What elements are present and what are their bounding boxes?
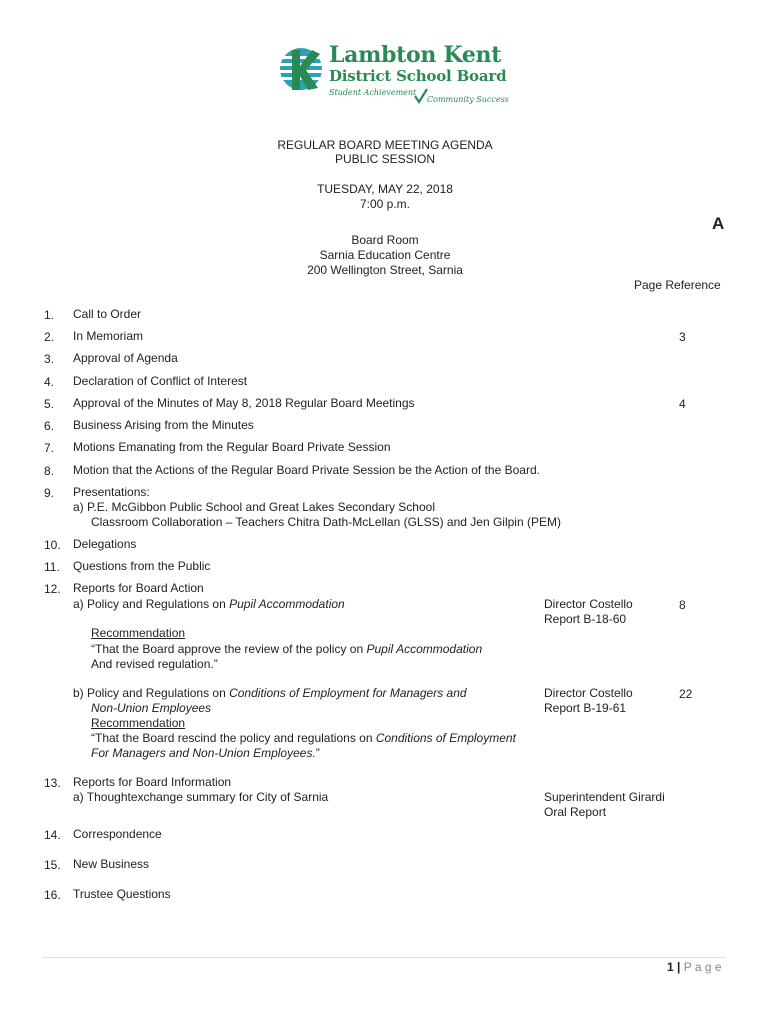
presenter: Superintendent Girardi — [544, 790, 665, 804]
agenda-item: Motion that the Actions of the Regular Board Private Session be the Action of the Board. — [73, 463, 540, 477]
footer-separator: | — [673, 960, 684, 974]
recommendation-part: ” — [315, 746, 320, 760]
item-number: 8. — [44, 464, 55, 478]
item-number: 15. — [44, 858, 61, 872]
recommendation-subject: For Managers and Non-Union Employees. — [91, 746, 316, 760]
logo-mark-icon — [278, 46, 324, 92]
report-prefix: a) Policy and Regulations on — [73, 597, 230, 611]
page-ref: 8 — [679, 598, 686, 612]
agenda-title: REGULAR BOARD MEETING AGENDA — [277, 138, 493, 152]
agenda-item: Reports for Board Action — [73, 581, 204, 595]
item-number: 13. — [44, 776, 61, 790]
presentation-detail: Classroom Collaboration – Teachers Chitra Dath-McLellan (GLSS) and Jen Gilpin (PEM) — [91, 515, 561, 529]
agenda-item: Approval of Agenda — [73, 351, 178, 365]
logo-tagline-b: Community Success — [427, 95, 509, 104]
item-number: 16. — [44, 888, 61, 902]
logo-line1: Lambton Kent — [329, 42, 502, 68]
page-ref: 4 — [679, 397, 686, 411]
item-number: 6. — [44, 419, 55, 433]
report-type: Oral Report — [544, 805, 607, 819]
report-item-b — [73, 686, 467, 701]
meeting-date: TUESDAY, MAY 22, 2018 — [317, 182, 453, 196]
agenda-item: In Memoriam — [73, 329, 144, 343]
agenda-item: Declaration of Conflict of Interest — [73, 374, 248, 388]
page-word: P a g e — [683, 960, 722, 974]
item-number: 14. — [44, 828, 61, 842]
attachment-marker: A — [712, 214, 725, 233]
recommendation-heading: Recommendation — [91, 626, 186, 640]
session-title: PUBLIC SESSION — [334, 152, 436, 166]
recommendation-heading: Recommendation — [91, 716, 186, 730]
agenda-item: Delegations — [73, 537, 137, 551]
meeting-time: 7:00 p.m. — [359, 197, 411, 211]
item-number: 5. — [44, 397, 55, 411]
page-footer — [667, 960, 722, 974]
logo-tagline-a: Student Achievement — [329, 88, 417, 97]
report-prefix: b) Policy and Regulations on — [73, 686, 230, 700]
recommendation-subject: Pupil Accommodation — [366, 642, 483, 656]
info-item-a: a) Thoughtexchange summary for City of Sarnia — [73, 790, 329, 804]
agenda-item: Call to Order — [73, 307, 142, 321]
recommendation-text-cont — [91, 746, 320, 761]
recommendation-text — [91, 731, 516, 746]
recommendation-subject: Conditions of Employment — [375, 731, 516, 745]
report-number: Report B-18-60 — [544, 612, 627, 626]
presenter: Director Costello — [544, 686, 633, 700]
agenda-item: Reports for Board Information — [73, 775, 232, 789]
meeting-room: Board Room — [351, 233, 419, 247]
agenda-item: Business Arising from the Minutes — [73, 418, 254, 432]
report-subject: Pupil Accommodation — [229, 597, 345, 611]
agenda-item: Motions Emanating from the Regular Board Private Session — [73, 440, 391, 454]
report-subject: Conditions of Employment for Managers and — [229, 686, 467, 700]
checkmark-icon — [414, 88, 428, 104]
report-item-a — [73, 597, 345, 612]
recommendation-text-cont: And revised regulation.” — [91, 657, 218, 671]
item-number: 9. — [44, 486, 55, 500]
page-ref: 22 — [679, 687, 693, 701]
agenda-item: Presentations: — [73, 485, 150, 499]
recommendation-part: “That the Board rescind the policy and regulations on — [91, 731, 376, 745]
item-number: 4. — [44, 375, 55, 389]
agenda-item: Trustee Questions — [73, 887, 171, 901]
meeting-address: 200 Wellington Street, Sarnia — [307, 263, 463, 277]
agenda-item: Approval of the Minutes of May 8, 2018 Regular Board Meetings — [73, 396, 415, 410]
presenter: Director Costello — [544, 597, 633, 611]
report-number: Report B-19-61 — [544, 701, 627, 715]
item-number: 12. — [44, 582, 61, 596]
agenda-item: Correspondence — [73, 827, 162, 841]
item-number: 2. — [44, 330, 55, 344]
footer-divider — [42, 957, 726, 958]
recommendation-text — [91, 642, 482, 657]
item-number: 3. — [44, 352, 55, 366]
item-number: 10. — [44, 538, 61, 552]
page-number: 1 — [667, 960, 674, 974]
agenda-item: Questions from the Public — [73, 559, 211, 573]
item-number: 7. — [44, 441, 55, 455]
meeting-centre: Sarnia Education Centre — [319, 248, 451, 262]
item-number: 1. — [44, 308, 55, 322]
page-reference-label: Page Reference — [634, 278, 721, 292]
board-logo — [278, 42, 508, 108]
agenda-item: New Business — [73, 857, 150, 871]
report-subject-cont: Non-Union Employees — [91, 701, 212, 715]
page-ref: 3 — [679, 330, 686, 344]
logo-line2: District School Board — [329, 67, 507, 85]
recommendation-part: “That the Board approve the review of the policy on — [91, 642, 367, 656]
item-number: 11. — [44, 560, 60, 574]
presentation-line: a) P.E. McGibbon Public School and Great Lakes Secondary School — [73, 500, 435, 514]
